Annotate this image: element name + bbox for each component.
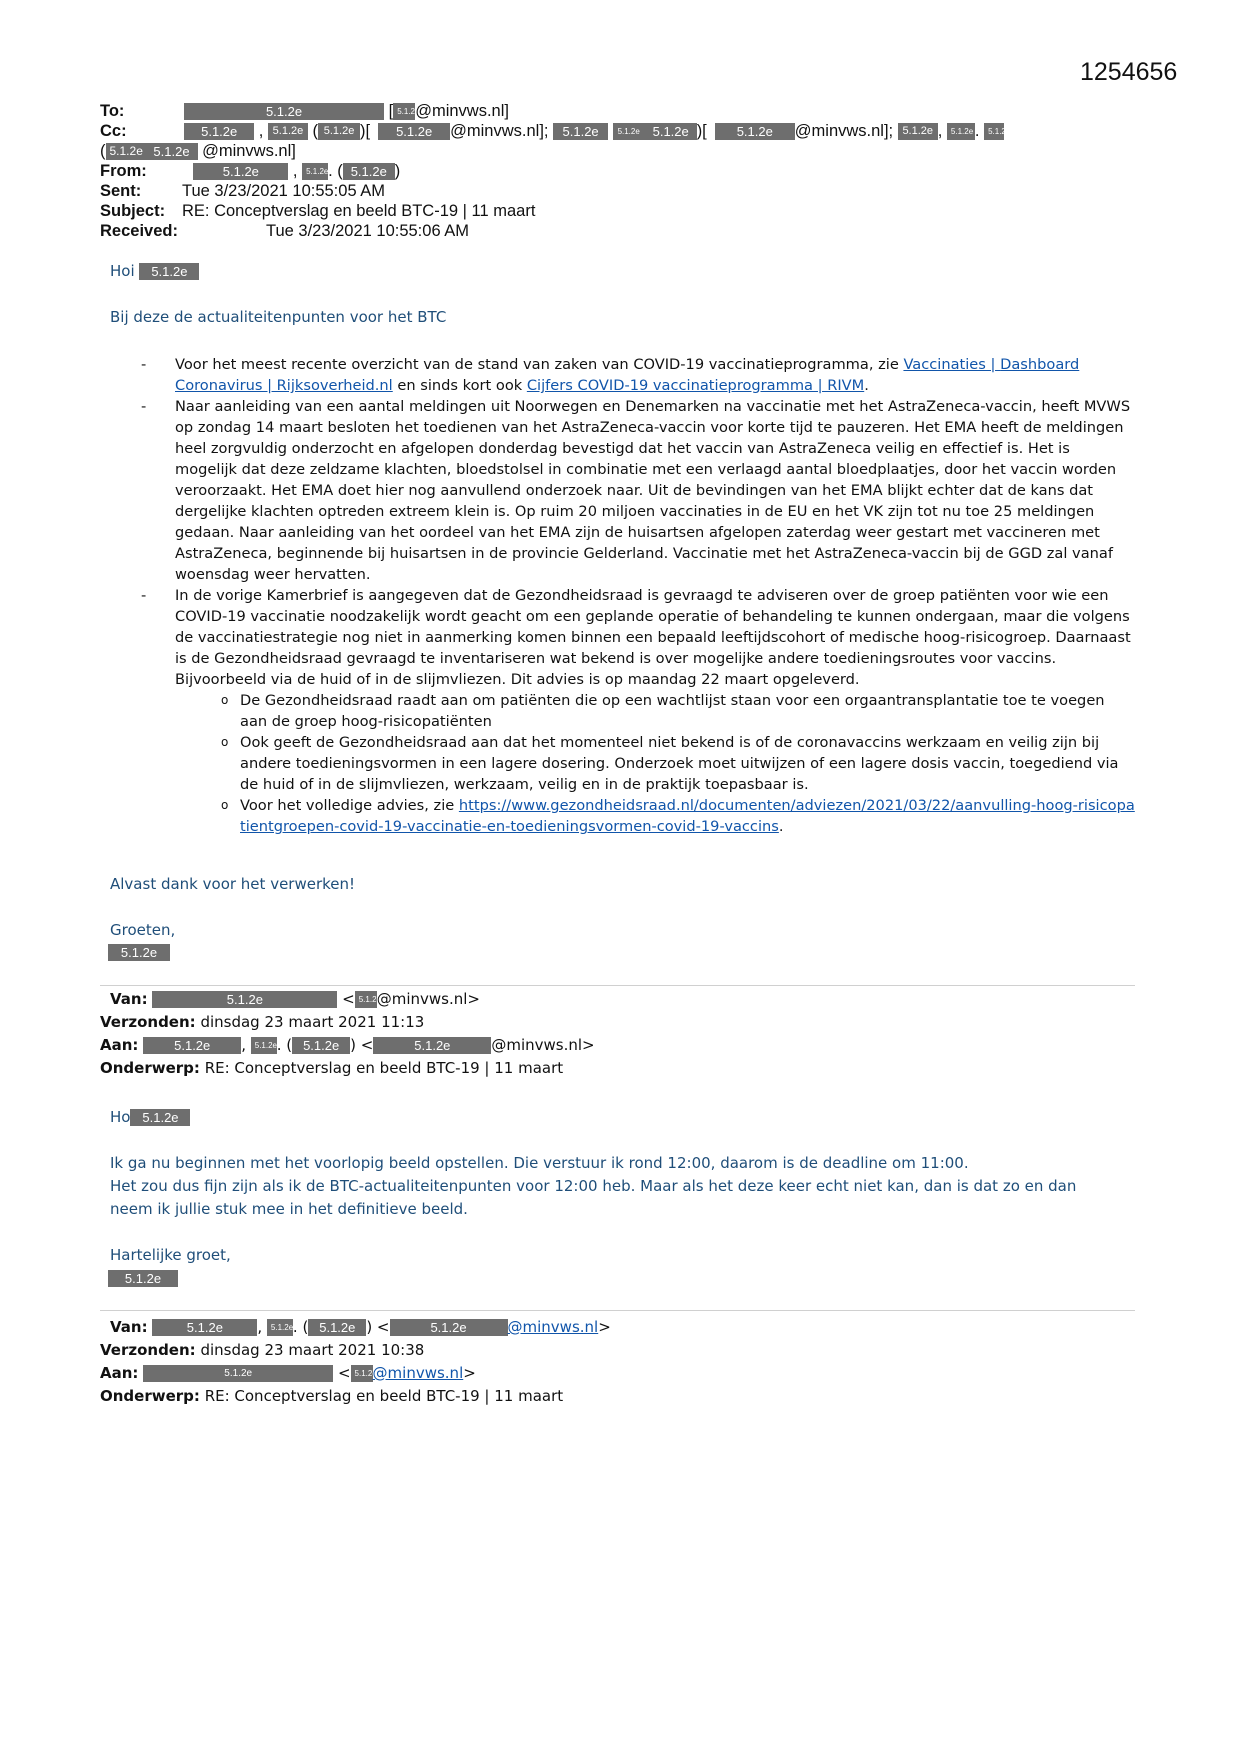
msg3-van-row: Van: 5.1.2e , 5.1.2e. ( 5.1.2e ) < 5.1.2e @minvws.nl> bbox=[110, 1318, 611, 1336]
msg2-signature-redaction bbox=[108, 1270, 178, 1288]
sub-bullet-2-text: Ook geeft de Gezondheidsraad aan dat het momenteel niet bekend is of de coronavaccins werkzaam en veilig zijn bij andere toedieningsvormen in een lagere dosering. Onderzoek moet uitwijzen of een lagere dosis vaccin, toegediend via de huid of in de slijmvliezen, werkzaam, veilig en in de praktijk toepasbaar is. bbox=[240, 734, 1119, 793]
msg2-onderwerp-value: RE: Conceptverslag en beeld BTC-19 | 11 maart bbox=[204, 1059, 564, 1077]
redaction: 5.1.2e bbox=[108, 944, 170, 961]
msg2-aan-row: Aan: 5.1.2e , 5.1.2e. ( 5.1.2e ) < 5.1.2e @minvws.nl> bbox=[100, 1036, 595, 1054]
redaction: 5.1.2e bbox=[292, 1037, 350, 1054]
redaction: 5.1.2e bbox=[251, 1037, 277, 1054]
bullet-2-text: Naar aanleiding van een aantal meldingen uit Noorwegen en Denemarken na vaccinatie met het AstraZeneca-vaccin, heeft MVWS op zondag 14 maart besloten het toedienen van het AstraZeneca-vaccin voor korte tijd te pauzeren. Het EMA heeft de meldingen heel zorgvuldig onderzocht en afgelopen donderdag bevestigd dat het vaccin van AstraZeneca veilig en effectief is. Het is mogelijk dat deze zeldzame klachten, bloedstolsel in combinatie met een verlaagd aantal bloedplaatjes, door het vaccin worden veroorzaakt. Het EMA doet hier nog aanvullend onderzoek naar. Uit de bevindingen van het EMA blijkt echter dat de kans dat dergelijke klachten optreden extreem klein is. Op ruim 20 miljoen vaccinaties in de EU en het VK zijn tot nu toe 25 meldingen gedaan. Naar aanleiding van het oordeel van het EMA zijn de huisartsen afgelopen zaterdag weer gestart met vaccineren met AstraZeneca, beginnende bij huisartsen in de provincie Gelderland. Vaccinatie met het AstraZeneca-vaccin bij de GGD zal vanaf woensdag weer hervatten. bbox=[175, 398, 1131, 583]
cc-row: Cc: 5.1.2e , 5.1.2e ( 5.1.2e )[ 5.1.2e @minvws.nl]; 5.1.2e 5.1.2e 5.1.2e )[ 5.1.2e @minvws.nl]; 5.1.2e , 5.1.2e . 5.1.2e bbox=[100, 122, 1011, 140]
msg2-greeting bbox=[110, 1108, 190, 1126]
sub-bullet-2: o Ook geeft de Gezondheidsraad aan dat het momenteel niet bekend is of de coronavaccins werkzaam en veilig zijn bij andere toedieningsvormen in een lagere dosering. Onderzoek moet uitwijzen of een lagere dosis vaccin, toegediend via de huid of in de slijmvliezen, werkzaam, veilig en in de praktijk toepasbaar is. bbox=[221, 734, 1119, 793]
redaction: 5.1.2e bbox=[139, 263, 199, 280]
redaction: 5.1.2e bbox=[143, 1365, 333, 1382]
intro-text: Bij deze de actualiteitenpunten voor het BTC bbox=[110, 308, 447, 326]
sent-row bbox=[100, 181, 386, 201]
redaction: 5.1.2e bbox=[390, 1319, 508, 1336]
sub-bullet-3-text: Voor het volledige advies, zie bbox=[240, 797, 455, 814]
msg2-van-row: Van: 5.1.2e < 5.1.2e@minvws.nl> bbox=[110, 990, 480, 1008]
to-domain: @minvws.nl] bbox=[415, 102, 509, 120]
bullet-1-mid: en sinds kort ook bbox=[397, 377, 523, 394]
msg2-verzonden-value: dinsdag 23 maart 2021 11:13 bbox=[200, 1013, 425, 1031]
from-row: From: 5.1.2e , 5.1.2e. ( 5.1.2e ) bbox=[100, 162, 401, 180]
msg3-onderwerp-label: Onderwerp: bbox=[100, 1387, 200, 1405]
received-value: Tue 3/23/2021 10:55:06 AM bbox=[266, 222, 470, 240]
rivm-link[interactable]: Cijfers COVID-19 vaccinatieprogramma | RIVM bbox=[526, 377, 865, 394]
greeting-text: Hoi bbox=[110, 262, 135, 280]
gezondheidsraad-link[interactable]: https://www.gezondheidsraad.nl/documenten/adviezen/2021/03/22/aanvulling-hoog-risicopatientgroepen-covid-19-vaccinatie-en-toedieningsvormen-covid-19-vaccins bbox=[240, 797, 1135, 835]
msg2-line-2: Het zou dus fijn zijn als ik de BTC-actualiteitenpunten voor 12:00 heb. Maar als het deze keer echt niet kan, dan is dat zo en dan bbox=[110, 1177, 1077, 1195]
msg3-onderwerp-value: RE: Conceptverslag en beeld BTC-19 | 11 maart bbox=[204, 1387, 564, 1405]
sent-label: Sent: bbox=[100, 182, 142, 200]
msg3-van-label: Van: bbox=[110, 1318, 148, 1336]
msg3-verzonden-value: dinsdag 23 maart 2021 10:38 bbox=[200, 1341, 425, 1359]
divider bbox=[100, 985, 1135, 986]
document-number: 1254656 bbox=[1080, 58, 1178, 86]
subject-label: Subject: bbox=[100, 202, 166, 220]
cc-row-cont: ( 5.1.2e 5.1.2e @minvws.nl] bbox=[100, 142, 296, 160]
bullet-1: - Voor het meest recente overzicht van de stand van zaken van COVID-19 vaccinatieprogramma, zie Vaccinaties | Dashboard Coronavirus | Rijksoverheid.nl en sinds kort ook Cijfers COVID-19 vaccinatieprogramma | RIVM. bbox=[141, 356, 1080, 394]
sub-bullet-1: o De Gezondheidsraad raadt aan om patiënten die op een wachtlijst staan voor een orgaantransplantatie toe te voegen aan de groep hoog-risicopatiënten bbox=[221, 692, 1105, 730]
bullet-3: - In de vorige Kamerbrief is aangegeven dat de Gezondheidsraad is gevraagd te adviseren over de groep patiënten voor wie een COVID-19 vaccinatie noodzakelijk wordt geacht om een geplande operatie of behandeling te kunnen ondergaan, maar die volgens de vaccinatiestrategie nog niet in aanmerking komen binnen een bepaald leeftijdscohort of medische hoog-risicogroep. Daarnaast is de Gezondheidsraad gevraagd te inventariseren wat bekend is over mogelijke andere toedieningsroutes voor vaccins. Bijvoorbeeld via de huid of in de slijmvliezen. Dit advies is op maandag 22 maart opgeleverd. bbox=[141, 587, 1131, 688]
redaction: 5.1.2e bbox=[318, 123, 360, 140]
msg2-van-domain: @minvws.nl> bbox=[376, 990, 480, 1008]
redaction: 5.1.2e bbox=[193, 163, 288, 180]
redaction: 5.1.2e bbox=[267, 1319, 293, 1336]
redaction: 5.1.2e bbox=[130, 1109, 190, 1126]
signature-redaction bbox=[108, 944, 170, 962]
msg2-line-3: neem ik jullie stuk mee in het definitieve beeld. bbox=[110, 1200, 468, 1218]
msg2-onderwerp-label: Onderwerp: bbox=[100, 1059, 200, 1077]
redaction: 5.1.2e bbox=[355, 991, 377, 1008]
to-label: To: bbox=[100, 102, 125, 120]
subject-row bbox=[100, 201, 536, 221]
redaction: 5.1.2e bbox=[302, 163, 328, 180]
msg2-regards: Hartelijke groet, bbox=[110, 1246, 231, 1264]
bullet-1-text: Voor het meest recente overzicht van de stand van zaken van COVID-19 vaccinatieprogramma, zie bbox=[175, 356, 899, 373]
msg3-aan-label: Aan: bbox=[100, 1364, 139, 1382]
sub-bullet-3: o Voor het volledige advies, zie https://www.gezondheidsraad.nl/documenten/adviezen/2021/03/22/aanvulling-hoog-risicopatientgroepen-covid-19-vaccinatie-en-toedieningsvormen-covid-19-vaccins. bbox=[221, 797, 1135, 835]
redaction: 5.1.2e bbox=[373, 1037, 491, 1054]
dashboard-link-part1[interactable]: Vaccinaties | bbox=[903, 356, 996, 373]
redaction: 5.1.2e bbox=[645, 123, 697, 140]
msg2-verzonden-row bbox=[100, 1013, 424, 1031]
redaction: 5.1.2e bbox=[152, 1319, 257, 1336]
msg2-aan-label: Aan: bbox=[100, 1036, 139, 1054]
msg3-verzonden-row bbox=[100, 1341, 424, 1359]
redaction: 5.1.2e bbox=[393, 103, 415, 120]
bullet-2: - Naar aanleiding van een aantal meldingen uit Noorwegen en Denemarken na vaccinatie met het AstraZeneca-vaccin, heeft MVWS op zondag 14 maart besloten het toedienen van het AstraZeneca-vaccin voor korte tijd te pauzeren. Het EMA heeft de meldingen heel zorgvuldig onderzocht en afgelopen donderdag bevestigd dat het vaccin van AstraZeneca veilig en effectief is. Het is mogelijk dat deze zeldzame klachten, bloedstolsel in combinatie met een verlaagd aantal bloedplaatjes, door het vaccin worden veroorzaakt. Het EMA doet hier nog aanvullend onderzoek naar. Uit de bevindingen van het EMA blijkt echter dat de kans dat dergelijke klachten optreden extreem klein is. Op ruim 20 miljoen vaccinaties in de EU en het VK zijn tot nu toe 25 meldingen gedaan. Naar aanleiding van het oordeel van het EMA zijn de huisartsen afgelopen zaterdag weer gestart met vaccineren met AstraZeneca, beginnende bij huisartsen in de provincie Gelderland. Vaccinatie met het AstraZeneca-vaccin bij de GGD zal vanaf woensdag weer hervatten. bbox=[141, 398, 1131, 583]
msg2-greeting-text: Ho bbox=[110, 1108, 131, 1126]
redaction: 5.1.2e bbox=[378, 123, 450, 140]
msg3-onderwerp-row bbox=[100, 1387, 563, 1405]
received-row bbox=[100, 221, 470, 241]
redaction: 5.1.2e bbox=[984, 123, 1004, 140]
msg2-line-1: Ik ga nu beginnen met het voorlopig beeld opstellen. Die verstuur ik rond 12:00, daarom is de deadline om 11:00. bbox=[110, 1154, 969, 1172]
from-label: From: bbox=[100, 162, 147, 180]
divider bbox=[100, 1310, 1135, 1311]
redaction: 5.1.2e bbox=[143, 1037, 241, 1054]
sub-bullet-3-end: . bbox=[778, 818, 784, 835]
regards-text: Groeten, bbox=[110, 921, 176, 939]
redaction: 5.1.2e bbox=[146, 143, 198, 160]
thanks-text: Alvast dank voor het verwerken! bbox=[110, 875, 356, 893]
redaction: 5.1.2e bbox=[898, 123, 938, 140]
msg2-onderwerp-row bbox=[100, 1059, 563, 1077]
msg2-van-label: Van: bbox=[110, 990, 148, 1008]
redaction: 5.1.2e bbox=[108, 1270, 178, 1287]
bullet-3-text: In de vorige Kamerbrief is aangegeven dat de Gezondheidsraad is gevraagd te adviseren over de groep patiënten voor wie een COVID-19 vaccinatie noodzakelijk wordt geacht om een geplande operatie of behandeling te kunnen ondergaan, maar die volgens de vaccinatiestrategie nog niet in aanmerking komen binnen een bepaald leeftijdscohort of medische hoog-risicogroep. Daarnaast is de Gezondheidsraad gevraagd te inventariseren wat bekend is over mogelijke andere toedieningsroutes voor vaccins. Bijvoorbeeld via de huid of in de slijmvliezen. Dit advies is op maandag 22 maart opgeleverd. bbox=[175, 587, 1131, 688]
greeting bbox=[110, 262, 199, 280]
redaction: 5.1.2e bbox=[553, 123, 608, 140]
sub-bullet-1-text: De Gezondheidsraad raadt aan om patiënten die op een wachtlijst staan voor een orgaantransplantatie toe te voegen aan de groep hoog-risicopatiënten bbox=[240, 692, 1105, 730]
msg3-aan-email-link[interactable]: @minvws.nl bbox=[372, 1364, 464, 1382]
sent-value: Tue 3/23/2021 10:55:05 AM bbox=[182, 182, 386, 200]
msg2-aan-domain: @minvws.nl> bbox=[491, 1036, 595, 1054]
msg2-verzonden-label: Verzonden: bbox=[100, 1013, 196, 1031]
redaction: 5.1.2e bbox=[715, 123, 795, 140]
msg3-verzonden-label: Verzonden: bbox=[100, 1341, 196, 1359]
to-row: To: 5.1.2e [ 5.1.2e@minvws.nl] bbox=[100, 102, 509, 120]
redaction: 5.1.2e bbox=[184, 123, 254, 140]
redaction: 5.1.2e bbox=[947, 123, 975, 140]
redaction: 5.1.2e bbox=[613, 123, 645, 140]
redaction: 5.1.2e bbox=[343, 163, 395, 180]
redaction: 5.1.2e bbox=[351, 1365, 373, 1382]
subject-value: RE: Conceptverslag en beeld BTC-19 | 11 maart bbox=[182, 202, 536, 220]
cc-domain-2: @minvws.nl]; bbox=[794, 122, 894, 140]
received-label: Received: bbox=[100, 222, 178, 240]
redaction: 5.1.2e bbox=[268, 123, 308, 140]
cc-label: Cc: bbox=[100, 122, 127, 140]
redaction: 5.1.2e bbox=[152, 991, 337, 1008]
cc-domain-1: @minvws.nl]; bbox=[450, 122, 549, 140]
cc-domain-3: @minvws.nl] bbox=[202, 142, 296, 160]
dashboard-link-part2[interactable]: Dashboard Coronavirus | Rijksoverheid.nl bbox=[175, 356, 1080, 394]
msg3-aan-row: Aan: 5.1.2e < 5.1.2e@minvws.nl> bbox=[100, 1364, 476, 1382]
redaction: 5.1.2e bbox=[308, 1319, 366, 1336]
bullet-1-end: . bbox=[864, 377, 869, 394]
redaction: 5.1.2e bbox=[184, 103, 384, 120]
redaction: 5.1.2e bbox=[106, 143, 146, 160]
msg3-van-email-link[interactable]: @minvws.nl bbox=[507, 1318, 599, 1336]
bullet-list bbox=[141, 354, 1135, 837]
